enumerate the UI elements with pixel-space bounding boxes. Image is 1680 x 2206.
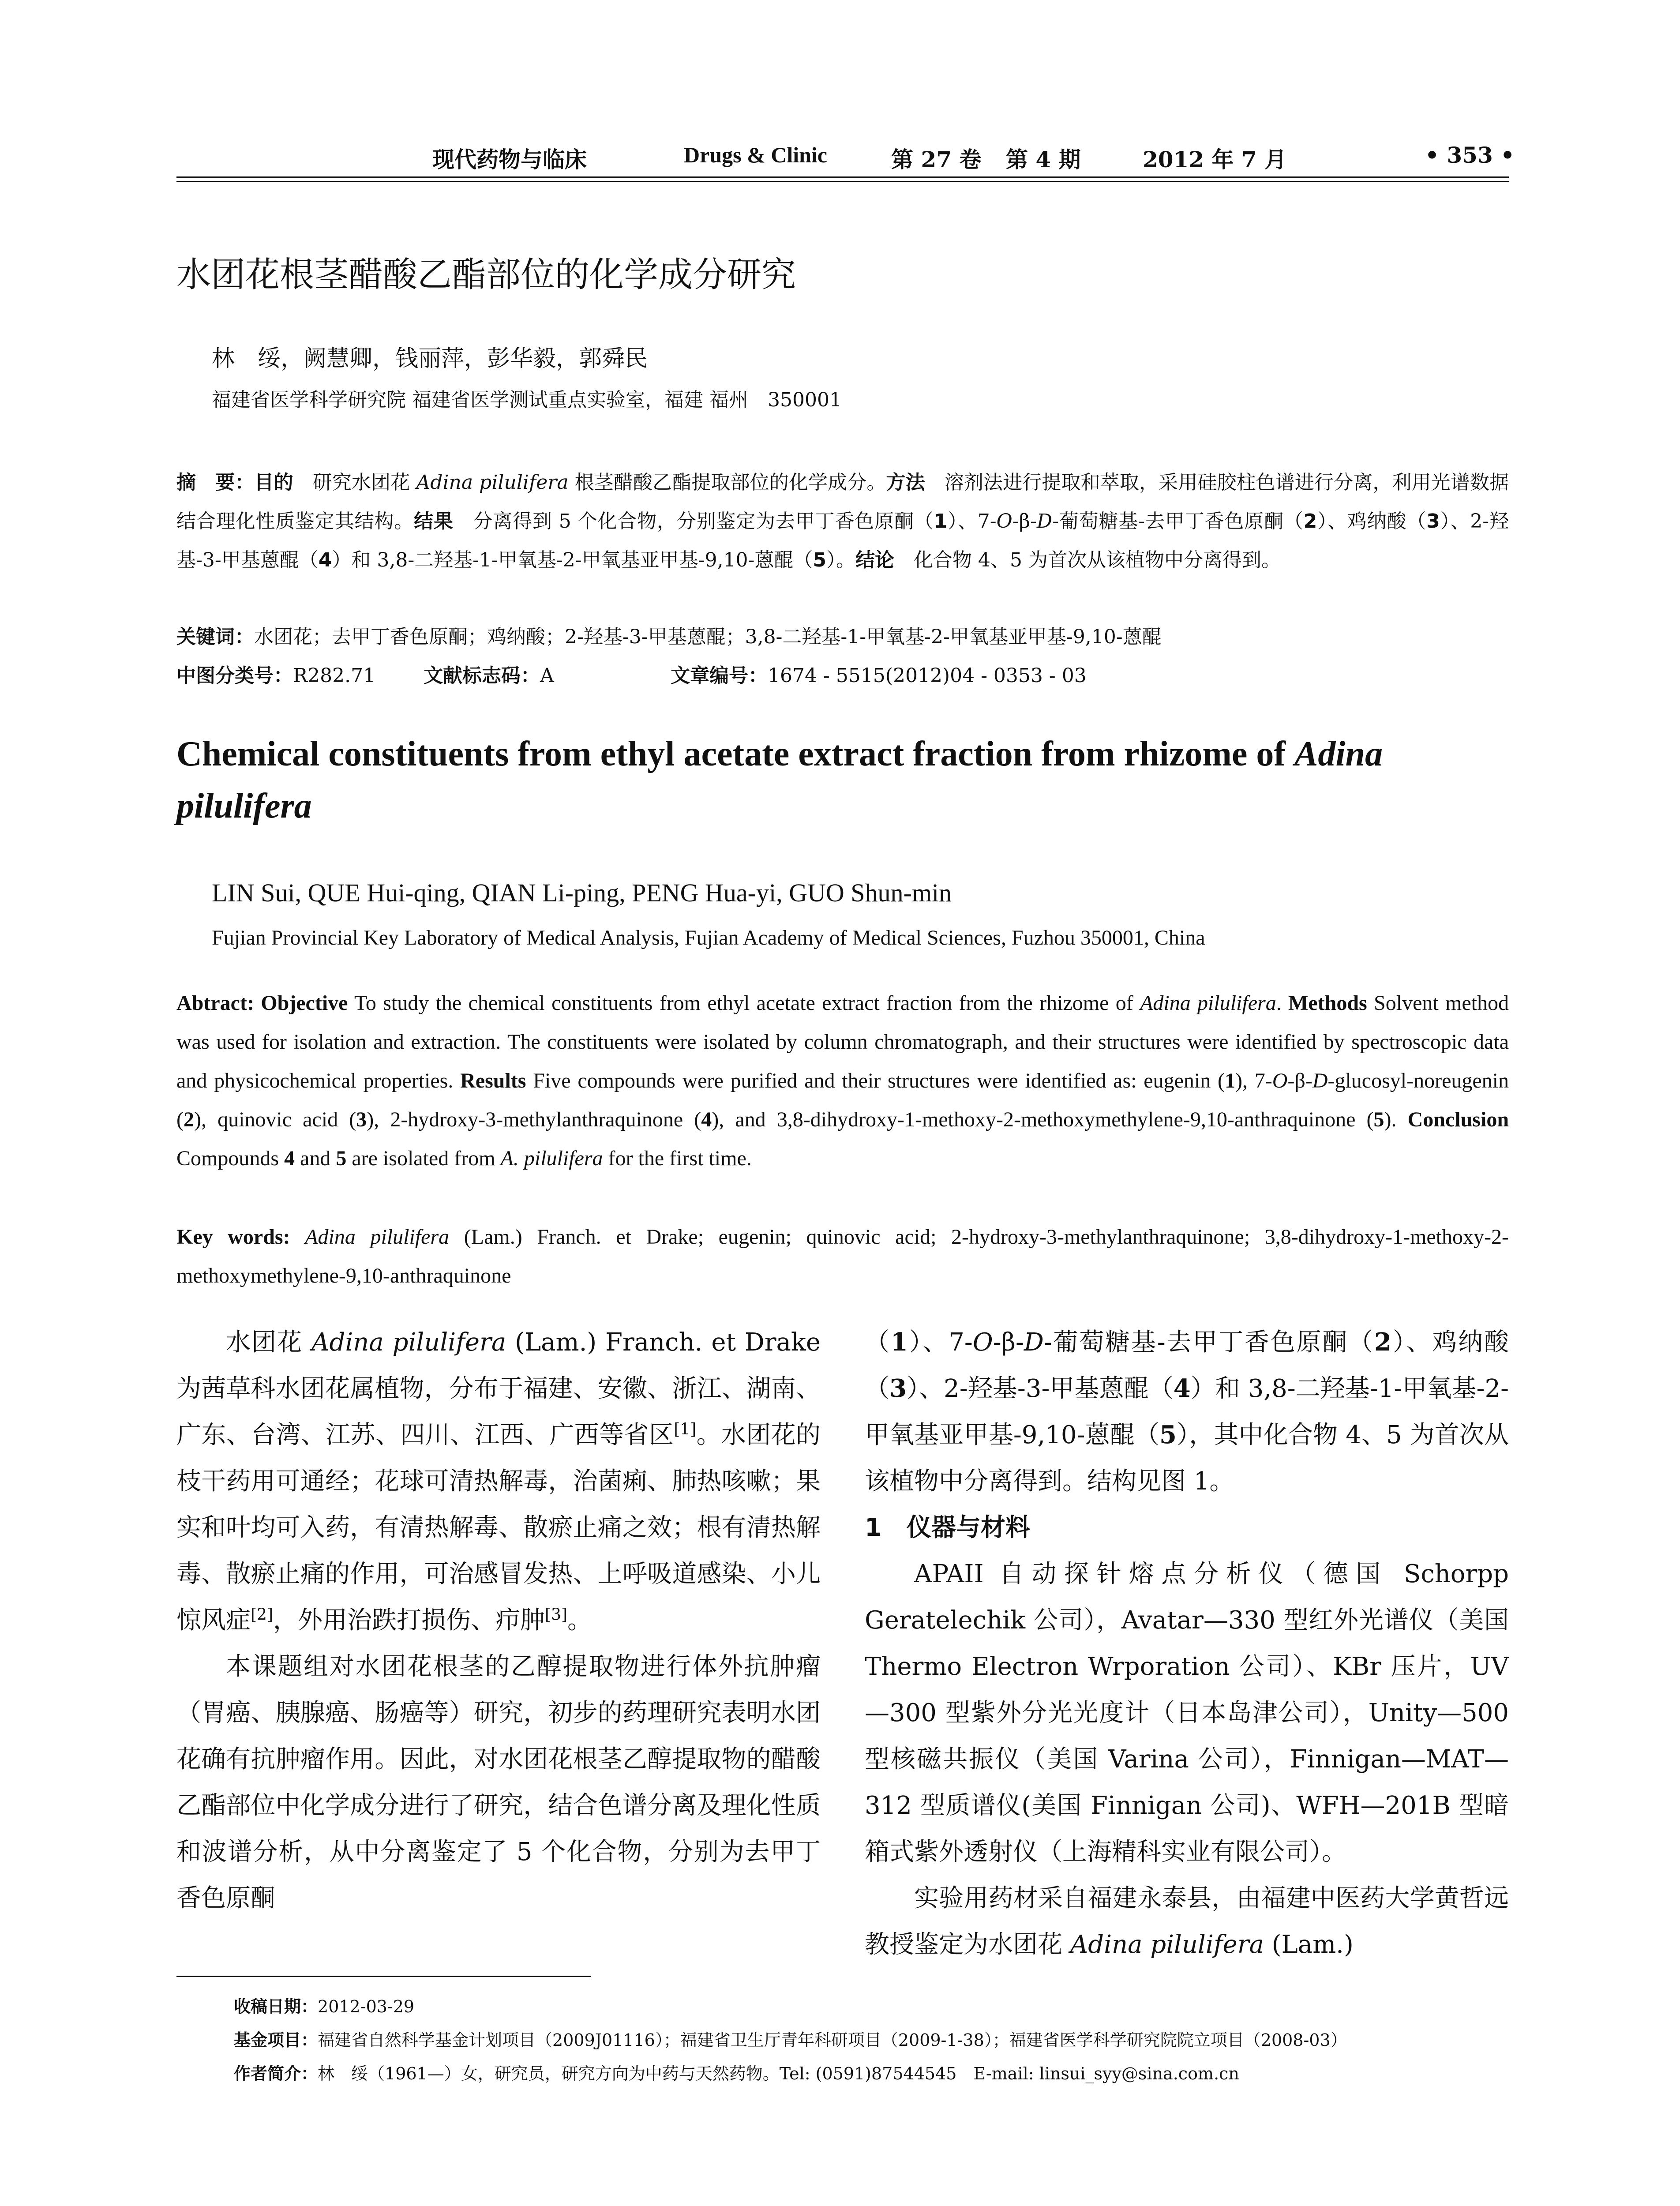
text-run: -葡萄糖基-去甲丁香色原酮（ [1043,1328,1374,1357]
text-run: ）、7- [908,1328,973,1357]
conclusion-text-en: for the first time. [603,1147,752,1170]
objective-label-cn: 目的 [254,471,293,494]
compound-number: 4 [318,549,332,571]
abstract-label-en: Abtract: Objective [176,991,348,1015]
compound-number: 5 [813,549,826,571]
abstract-en [176,984,1509,1178]
text-run: ），其中化合物 4、5 为首次从该植物中分离得到。结构见图 1。 [865,1421,1509,1496]
footnote-fund [234,2023,1513,2057]
article-number-label: 文章编号： [671,664,768,687]
species-name: Adina pilulifera [311,1328,506,1357]
species-name: Adina pilulifera [1070,1930,1264,1959]
compound-number: 3 [1426,510,1440,533]
species-name: A. pilulifera [500,1147,603,1170]
species-name: Adina pilulifera [305,1225,450,1249]
results-text-cn: ）、2-羟基-3-甲基蒽醌（ [176,510,1509,571]
results-text-en: ), and 3,8-dihydroxy-1-methoxy-2-methoxymethylene-9,10-anthraquinone ( [712,1108,1374,1131]
results-label-en: Results [460,1069,526,1092]
italic-o: O [996,510,1012,533]
conclusion-text-cn: 化合物 4、5 为首次从该植物中分离得到。 [894,549,1281,571]
text-run: 实验用药材采自福建永泰县，由福建中医药大学黄哲远教授鉴定为水团花 [865,1884,1509,1959]
clc-label: 中图分类号： [176,664,293,687]
compound-number: 5 [1159,1420,1177,1449]
abstract-label-cn: 摘 要： [176,471,255,494]
italic-d: D [1024,1328,1044,1357]
text-run: 。 [567,1606,592,1635]
running-header [176,132,1515,176]
compound-number: 2 [1374,1328,1391,1357]
compound-number: 4 [701,1108,712,1131]
text-run: 。水团花的枝干药用可通经；花球可清热解毒，治菌痢、肺热咳嗽；果实和叶均可入药，有清热解毒、散瘀止痛之效；根有清热解毒、散瘀止痛的作用，可治感冒发热、上呼吸道感染、小儿惊风症 [176,1421,821,1635]
doc-code-value: A [540,664,554,687]
text-run: (Lam.) [1264,1930,1354,1959]
results-text-cn: ）。 [826,549,855,571]
text-run: ）、2-羟基-3-甲基蒽醌（ [907,1374,1174,1403]
title-en-species: Adina pilulifera [176,735,1383,825]
footnote-label: 作者简介： [234,2064,318,2083]
compound-number: 1 [890,1328,908,1357]
footnote-value: 2012-03-29 [318,1997,415,2016]
body-paragraph [865,1875,1509,1968]
objective-text-cn-end: 根茎醋酸乙酯提取部位的化学成分。 [568,471,886,494]
body-left-column [176,1319,821,1921]
article-number-value: 1674 - 5515(2012)04 - 0353 - 03 [768,664,1087,687]
issue-date: 2012 年 7 月 [1143,146,1287,173]
doc-code-label: 文献标志码： [424,664,540,687]
italic-o: O [1272,1069,1288,1092]
footnote-label: 基金项目： [234,2030,318,2050]
compound-number: 4 [284,1147,295,1170]
conclusion-label-cn: 结论 [855,549,894,571]
results-text-en: ), 2-hydroxy-3-methylanthraquinone ( [367,1108,701,1131]
footnote-author [234,2057,1513,2090]
objective-text-en: To study the chemical constituents from ethyl acetate extract fraction from the rhizome of [348,991,1140,1015]
compound-number: 5 [336,1147,347,1170]
title-cn: 水团花根茎醋酸乙酯部位的化学成分研究 [176,255,796,295]
body-paragraph [865,1319,1509,1504]
results-text-cn: ）、7- [947,510,997,533]
italic-d: D [1312,1069,1328,1092]
results-text-cn: -β- [1012,510,1037,533]
keywords-label-cn: 关键词： [176,626,254,648]
results-text-en: ), quinovic acid ( [194,1108,356,1131]
text-run: ，外用治跌打损伤、疖肿 [273,1606,545,1635]
citation[interactable]: [3] [545,1606,567,1624]
conclusion-text-en: Compounds [176,1147,285,1170]
results-text-en: -β- [1287,1069,1312,1092]
conclusion-text-en: are isolated from [346,1147,501,1170]
compound-number: 3 [889,1374,907,1403]
compound-number: 4 [1173,1374,1191,1403]
text-run: -β- [993,1328,1024,1357]
classification-cn [176,657,1509,695]
text-run: (Lam.) Franch. et Drake 为茜草科水团花属植物，分布于福建、安徽、浙江、湖南、广东、台湾、江苏、四川、江西、广西等省区 [176,1328,821,1449]
results-text-en: ). [1384,1108,1397,1131]
results-label-cn: 结果 [414,510,454,533]
objective-end-en: . [1276,991,1282,1015]
journal-name-en: Drugs & Clinic [684,143,827,167]
objective-text-cn: 研究水团花 [293,471,416,494]
compound-number: 1 [1224,1069,1235,1092]
body-right-column [865,1319,1509,1968]
compound-number: 5 [1373,1108,1384,1131]
italic-d: D [1036,510,1053,533]
text-run: ）、鸡纳酸（ [865,1328,1509,1403]
affiliation-en: Fujian Provincial Key Laboratory of Medical Analysis, Fujian Academy of Medical Sciences, Fuzhou 350001, China [212,926,1205,949]
footnotes [234,1990,1513,2090]
title-en-main: Chemical constituents from ethyl acetate extract fraction from rhizome of [176,735,1294,773]
footnote-received [234,1990,1513,2023]
body-paragraph: APAII 自动探针熔点分析仪（德国 Schorpp Geratelechik 公司），Avatar—330 型红外光谱仪（美国 Thermo Electron Wrporation 公司）、KBr 压片，UV—300 型紫外分光光度计（日本岛津公司），Unity—500 型核磁共振仪（美国 Varina 公司），Finnigan—MAT—312 型质谱仪(美国 Finnigan 公司)、WFH—201B 型暗箱式紫外透射仪（上海精科实业有限公司）。 [865,1560,1509,1866]
conclusion-label-en: Conclusion [1407,1108,1509,1131]
compound-number: 2 [183,1108,194,1131]
section-heading: 1 仪器与材料 [865,1513,1030,1542]
conclusion-text-en: and [295,1147,336,1170]
clc-value: R282.71 [293,664,376,687]
body-paragraph [176,1319,821,1643]
methods-text-en: Solvent method was used for isolation and extraction. The constituents were isolated by column chromatograph, and their structures were identified by spectroscopic data and physicochemical properties. [176,991,1509,1092]
header-rule [176,176,1509,182]
authors-en: LIN Sui, QUE Hui-qing, QIAN Li-ping, PENG Hua-yi, GUO Shun-min [212,878,952,907]
methods-label-en: Methods [1288,991,1367,1015]
citation[interactable]: [2] [251,1606,273,1624]
citation[interactable]: [1] [674,1420,697,1439]
body-paragraph: 本课题组对水团花根茎的乙醇提取物进行体外抗肿瘤（胃癌、胰腺癌、肠癌等）研究，初步的药理研究表明水团花确有抗肿瘤作用。因此，对水团花根茎乙醇提取物的醋酸乙酯部位中化学成分进行了研究，结合色谱分离及理化性质和波谱分析，从中分离鉴定了 5 个化合物，分别为去甲丁香色原酮 [176,1652,821,1913]
page-number: • 353 • [1425,142,1515,168]
italic-o: O [972,1328,993,1357]
methods-label-cn: 方法 [886,471,925,494]
footnote-value: 福建省自然科学基金计划项目（2009J01116）；福建省卫生厅青年科研项目（2009-1-38）；福建省医学科学研究院院立项目（2008-03） [318,2030,1347,2050]
results-text-en: -glucosyl-noreugenin ( [176,1069,1509,1131]
compound-number: 3 [356,1108,367,1131]
footnote-label: 收稿日期： [234,1997,318,2016]
results-text-cn: 分离得到 5 个化合物，分别鉴定为去甲丁香色原酮（ [453,510,934,533]
results-text-en: Five compounds were purified and their structures were identified as: eugenin ( [526,1069,1225,1092]
footnote-value: 林 绥（1961—）女，研究员，研究方向为中药与天然药物。Tel: (0591)87544545 E-mail: linsui_syy@sina.com.cn [318,2064,1239,2083]
text-run: ）和 3,8-二羟基-1-甲氧基-2-甲氧基亚甲基-9,10-蒽醌（ [865,1374,1509,1449]
volume: 第 27 卷 [891,146,982,173]
text-run: （ [865,1328,891,1357]
keywords-text-en: (Lam.) Franch. et Drake; eugenin; quinovic acid; 2-hydroxy-3-methylanthraquinone; 3,8-dihydroxy-1-methoxy-2-methoxymethylene-9,10-anthraquinone [176,1225,1509,1287]
species-name: Adina pilulifera [416,471,569,494]
results-text-cn: ）和 3,8-二羟基-1-甲氧基-2-甲氧基亚甲基-9,10-蒽醌（ [332,549,813,571]
issue: 第 4 期 [1006,146,1081,173]
title-en [176,728,1509,832]
results-text-cn: ）、鸡纳酸（ [1317,510,1427,533]
keywords-text-cn: 水团花；去甲丁香色原酮；鸡纳酸；2-羟基-3-甲基蒽醌；3,8-二羟基-1-甲氧基-2-甲氧基亚甲基-9,10-蒽醌 [254,626,1162,648]
compound-number: 2 [1303,510,1317,533]
keywords-en [176,1218,1509,1295]
results-text-cn: -葡萄糖基-去甲丁香色原酮（ [1052,510,1304,533]
authors-cn: 林 绥，阙慧卿，钱丽萍，彭华毅，郭舜民 [212,345,648,372]
affiliation-cn: 福建省医学科学研究院 福建省医学测试重点实验室，福建 福州 350001 [212,389,842,411]
methods-text-cn: 溶剂法进行提取和萃取，采用硅胶柱色谱进行分离，利用光谱数据结合理化性质鉴定其结构。 [176,471,1509,533]
results-text-en: ), 7- [1235,1069,1272,1092]
abstract-cn [176,463,1509,580]
compound-number: 1 [934,510,948,533]
keywords-cn [176,618,1509,657]
journal-name-cn: 现代药物与临床 [432,146,587,173]
species-name: Adina pilulifera [1140,991,1276,1015]
keywords-label-en: Key words: [176,1225,290,1249]
text-run: 水团花 [226,1328,312,1357]
footnote-rule [176,1976,591,1977]
